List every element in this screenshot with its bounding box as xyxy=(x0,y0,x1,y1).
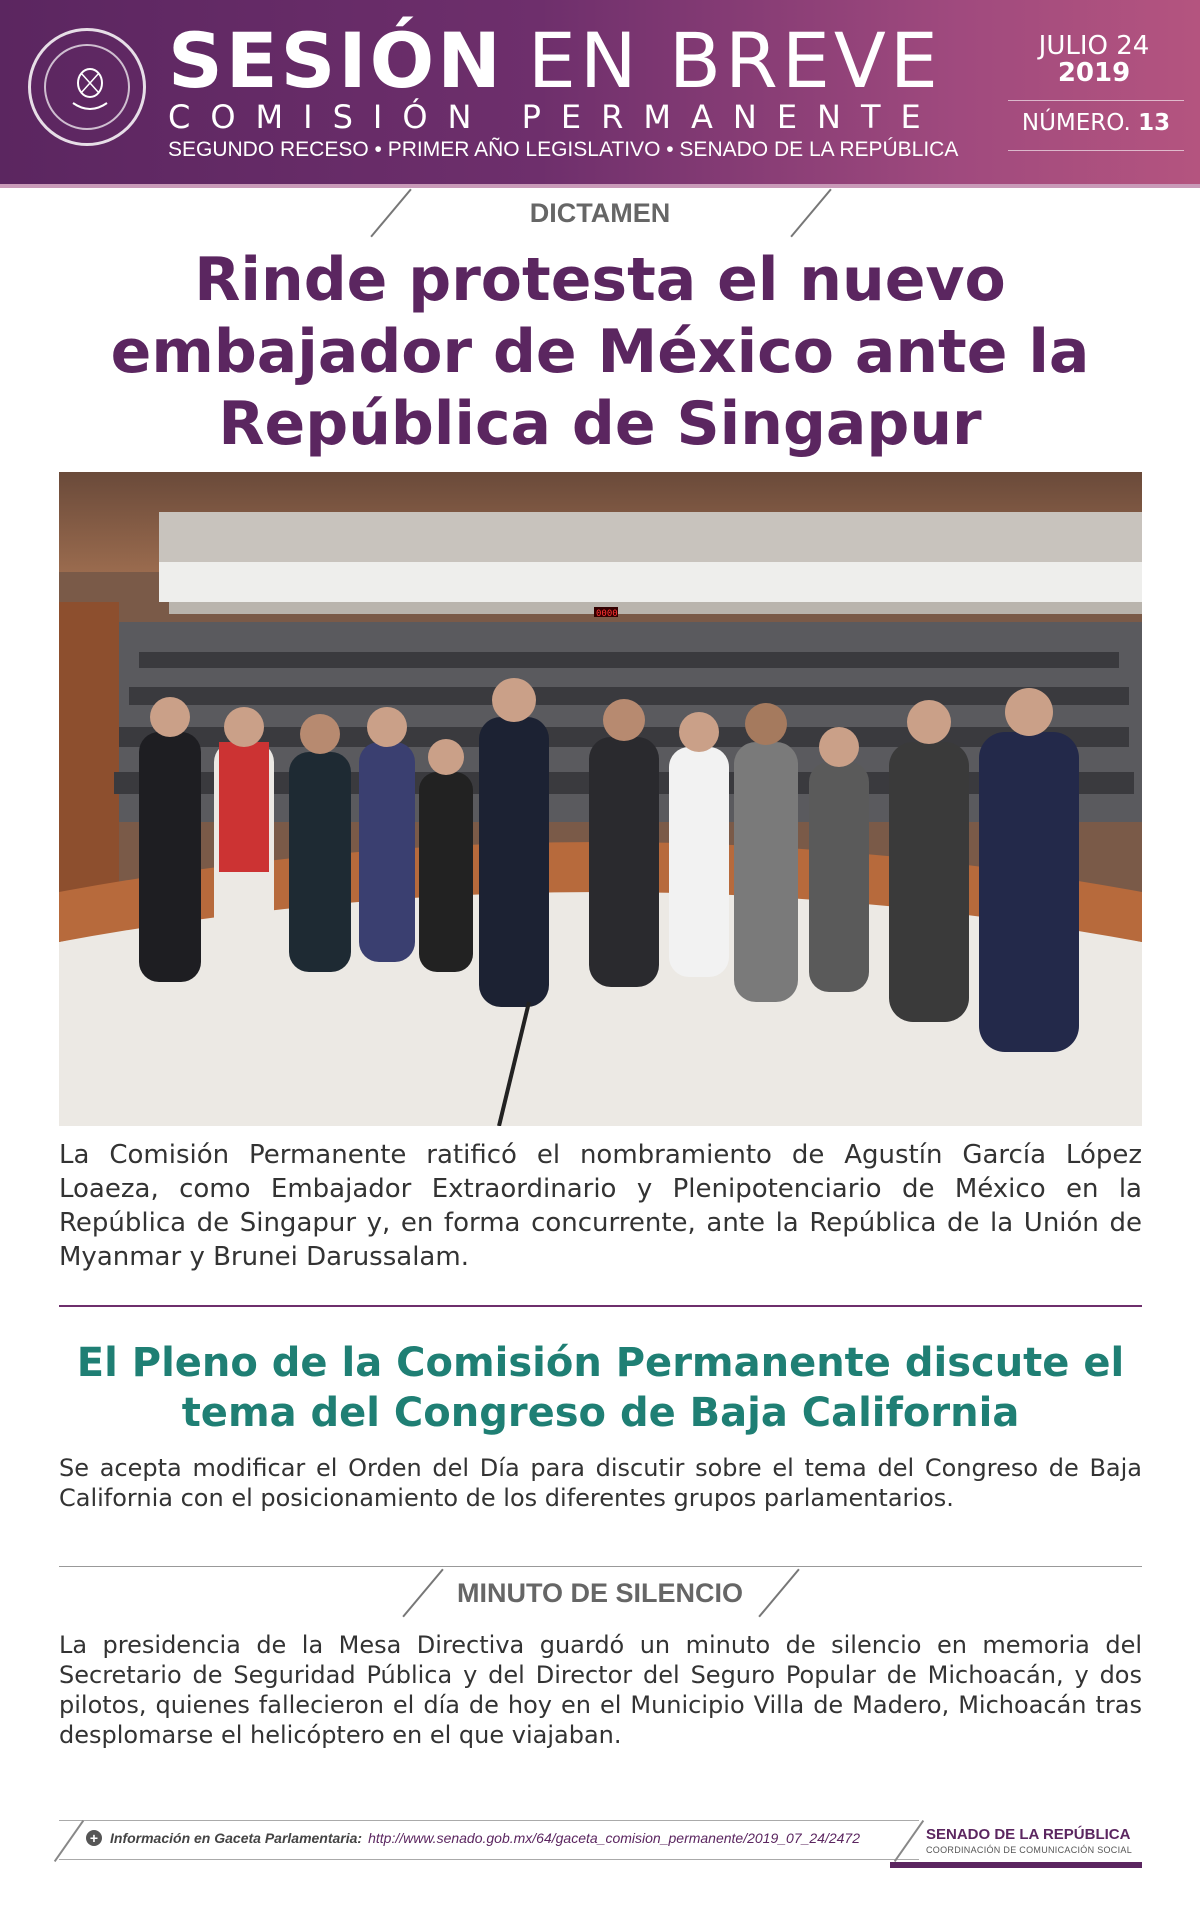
publication-subline: SEGUNDO RECESO • PRIMER AÑO LEGISLATIVO • SENADO DE LA REPÚBLICA xyxy=(168,138,959,161)
title-bold: SESIÓN xyxy=(168,16,504,105)
news-photo xyxy=(59,472,1142,1126)
section-label-minuto xyxy=(410,1565,790,1621)
plus-circle-icon: + xyxy=(86,1830,102,1846)
section-label-dictamen xyxy=(380,185,820,241)
date-year: 2019 xyxy=(1057,58,1131,88)
photo-caption: La Comisión Permanente ratificó el nombramiento de Agustín García López Loaeza, como Embajador Extraordinario y Plenipotenciario de México en la República de Singapur y, en forma concurrente, ante la República de la Unión de Myanmar y Brunei Darussalam. xyxy=(59,1140,1142,1272)
issue-number xyxy=(1008,110,1184,136)
senado-subtitle: COORDINACIÓN DE COMUNICACIÓN SOCIAL xyxy=(926,1845,1133,1855)
gaceta-info xyxy=(86,1830,860,1846)
section-label-text: DICTAMEN xyxy=(529,198,671,228)
secondary-headline: El Pleno de la Comisión Permanente discute el tema del Congreso de Baja California xyxy=(76,1340,1125,1436)
issue-divider xyxy=(1008,150,1184,151)
issue-date xyxy=(1004,32,1184,86)
senado-name: SENADO DE LA REPÚBLICA xyxy=(926,1826,1131,1843)
issue-value: 13 xyxy=(1138,110,1171,136)
section-label-text: MINUTO DE SILENCIO xyxy=(456,1578,744,1608)
chamber-clock-digits: 0000 xyxy=(596,609,618,619)
title-light: EN BREVE xyxy=(527,16,942,105)
minute-of-silence-body: La presidencia de la Mesa Directiva guardó un minuto de silencio en memoria del Secretario de Seguridad Pública y del Director del Seguro Popular de Michoacán, y dos pilotos, quienes fallecieron el día de hoy en el Municipio Villa de Madero, Michoacán tras desplomarse el helicóptero en el que viajaban. xyxy=(59,1631,1142,1749)
national-seal-icon xyxy=(28,28,146,146)
main-headline: Rinde protesta el nuevo embajador de México ante la República de Singapur xyxy=(110,245,1090,459)
page-header xyxy=(0,0,1200,184)
secondary-body: Se acepta modificar el Orden del Día para discutir sobre el tema del Congreso de Baja California con el posicionamiento de los diferentes grupos parlamentarios. xyxy=(59,1454,1142,1512)
senado-bar xyxy=(890,1862,1142,1868)
publication-subtitle: COMISIÓN PERMANENTE xyxy=(168,98,941,136)
issue-label: NÚMERO. xyxy=(1021,110,1131,136)
gaceta-link[interactable]: http://www.senado.gob.mx/64/gaceta_comision_permanente/2019_07_24/2472 xyxy=(368,1830,860,1846)
gaceta-label: Información en Gaceta Parlamentaria: xyxy=(110,1830,363,1846)
date-month: JULIO 24 xyxy=(1038,31,1150,61)
section-divider xyxy=(59,1305,1142,1307)
senado-logo xyxy=(926,1826,1142,1855)
date-divider xyxy=(1008,100,1184,101)
publication-title xyxy=(168,16,942,105)
